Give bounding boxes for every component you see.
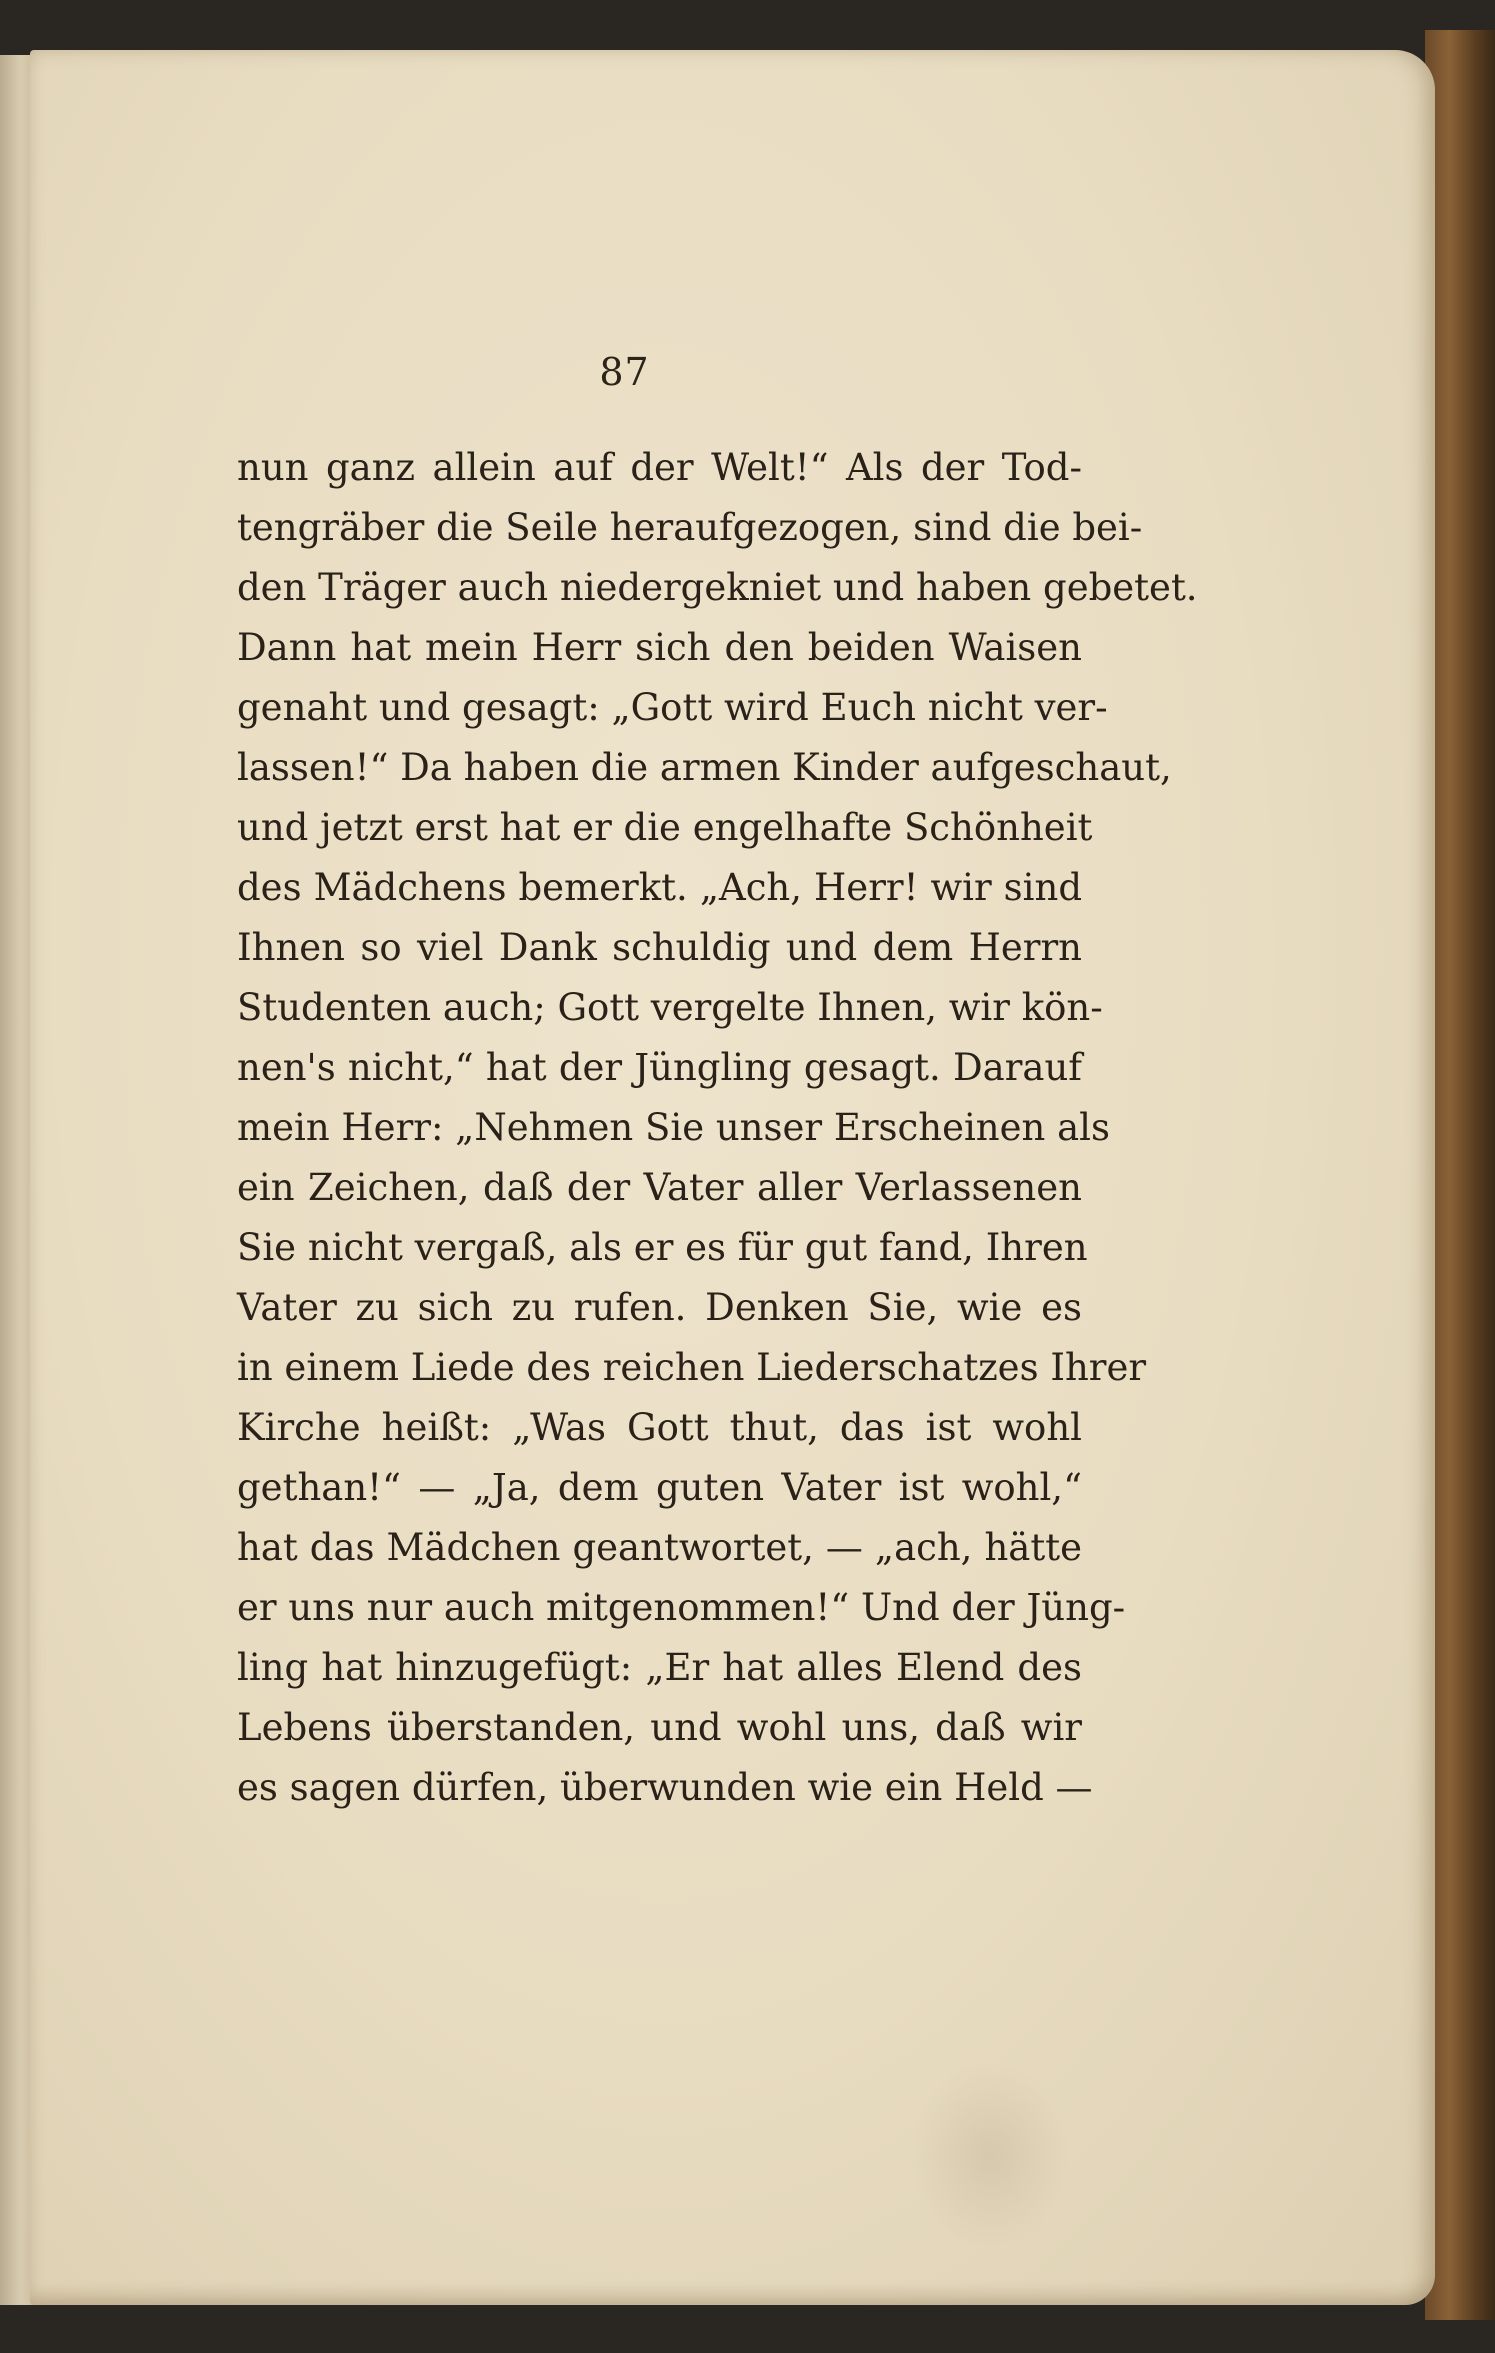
book-page — [30, 50, 1435, 2305]
text-line: nen's nicht,“ hat der Jüngling gesagt. Darauf — [237, 1046, 1082, 1089]
text-line: ein Zeichen, daß der Vater aller Verlassenen — [237, 1166, 1082, 1209]
text-line: in einem Liede des reichen Liederschatzes Ihrer — [237, 1346, 1147, 1389]
text-line: gethan!“ — „Ja, dem guten Vater ist wohl,“ — [237, 1466, 1082, 1509]
text-line: Studenten auch; Gott vergelte Ihnen, wir kön- — [237, 986, 1103, 1029]
text-line: genaht und gesagt: „Gott wird Euch nicht ver- — [237, 686, 1108, 729]
text-line: er uns nur auch mitgenommen!“ Und der Jüng- — [237, 1586, 1126, 1629]
text-line: es sagen dürfen, überwunden wie ein Held — — [237, 1766, 1093, 1809]
book-cover-edge — [1425, 30, 1495, 2320]
text-line: und jetzt erst hat er die engelhafte Schönheit — [237, 806, 1093, 849]
text-line: lassen!“ Da haben die armen Kinder aufgeschaut, — [237, 746, 1172, 789]
page-number: 87 — [599, 350, 650, 394]
text-line: Kirche heißt: „Was Gott thut, das ist wohl — [237, 1406, 1082, 1449]
text-line: Vater zu sich zu rufen. Denken Sie, wie es — [237, 1286, 1082, 1329]
text-line: tengräber die Seile heraufgezogen, sind die bei- — [237, 506, 1143, 549]
text-line: ling hat hinzugefügt: „Er hat alles Elend des — [237, 1646, 1082, 1689]
body-text — [237, 438, 1198, 1818]
text-line: Lebens überstanden, und wohl uns, daß wir — [237, 1706, 1082, 1749]
text-line: nun ganz allein auf der Welt!“ Als der Tod- — [237, 446, 1082, 489]
paper-stain — [910, 2060, 1070, 2250]
text-line: hat das Mädchen geantwortet, — „ach, hätte — [237, 1526, 1082, 1569]
text-line: den Träger auch niedergekniet und haben gebetet. — [237, 566, 1198, 609]
text-line: Ihnen so viel Dank schuldig und dem Herrn — [237, 926, 1082, 969]
text-line: des Mädchens bemerkt. „Ach, Herr! wir sind — [237, 866, 1082, 909]
text-line: mein Herr: „Nehmen Sie unser Erscheinen als — [237, 1106, 1111, 1149]
text-line: Dann hat mein Herr sich den beiden Waisen — [237, 626, 1082, 669]
text-line: Sie nicht vergaß, als er es für gut fand, Ihren — [237, 1226, 1088, 1269]
